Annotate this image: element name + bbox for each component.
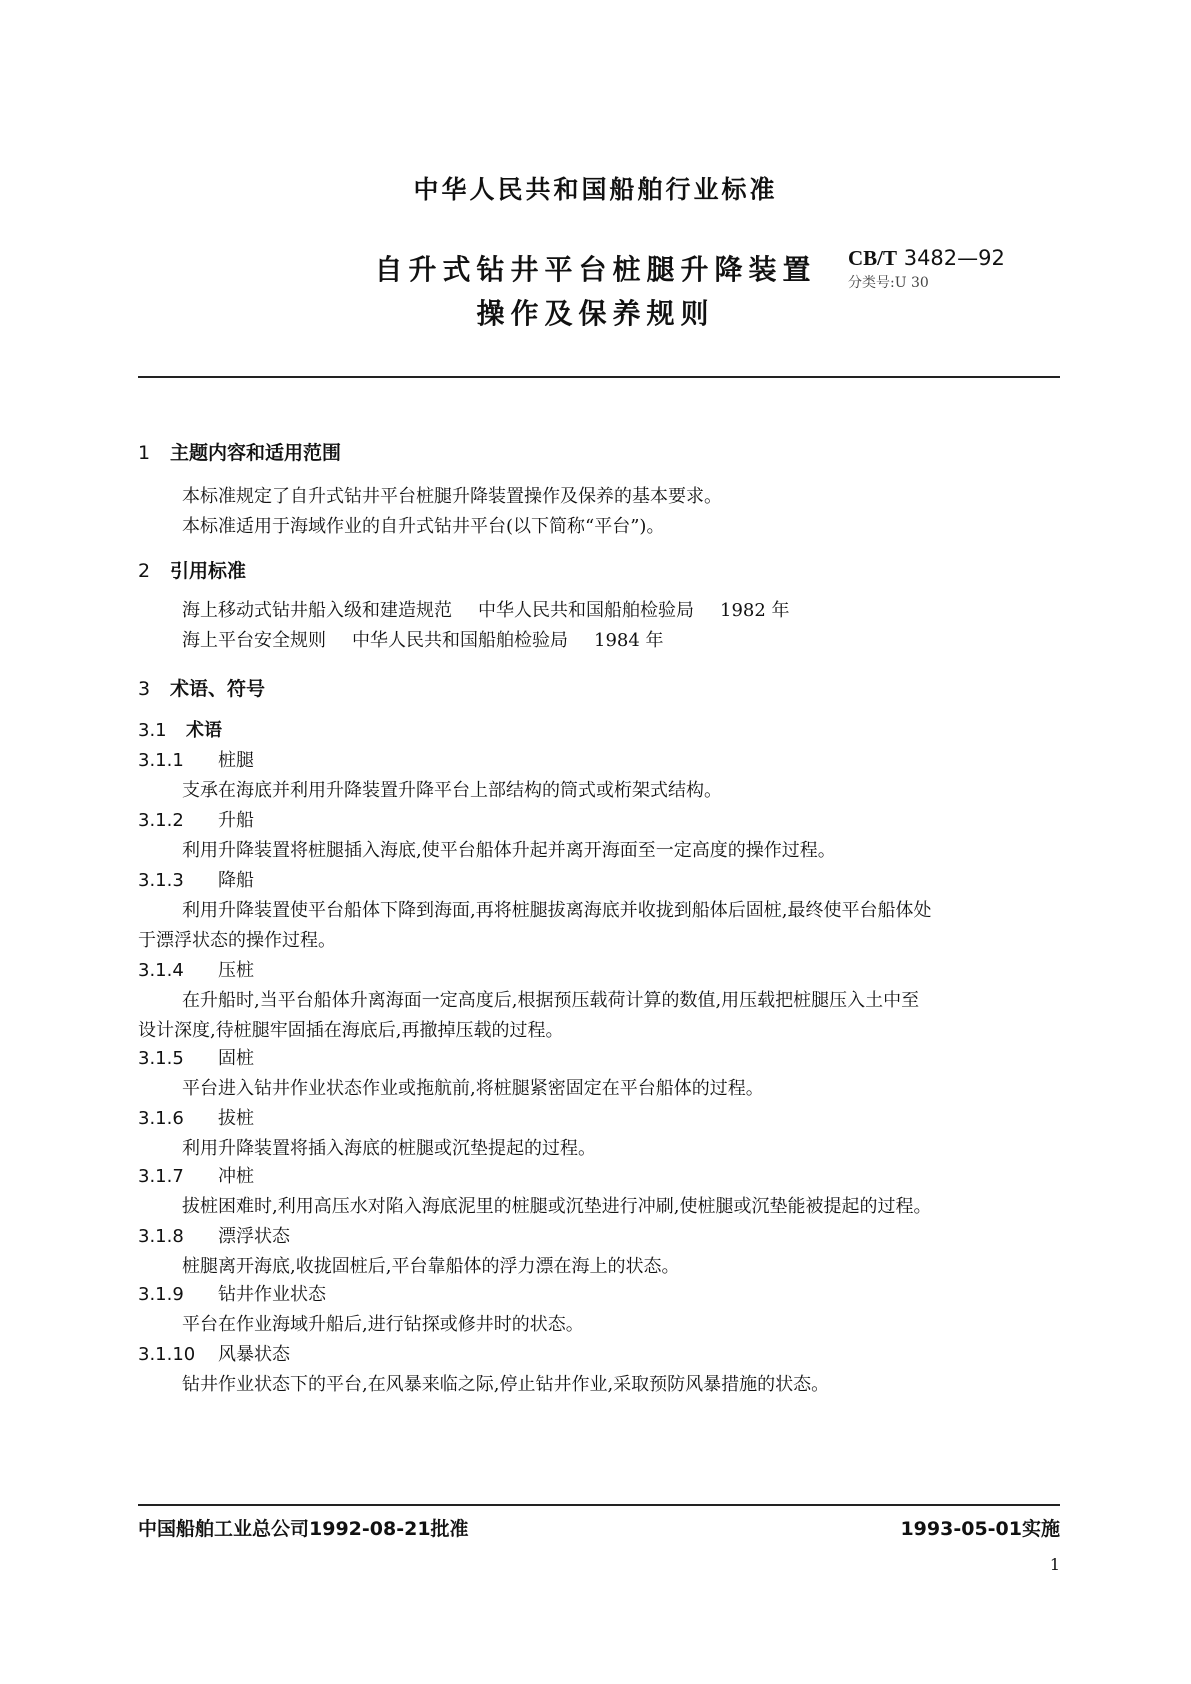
term-number: 3.1.3 (138, 870, 184, 891)
term-name: 钻井作业状态 (218, 1284, 326, 1305)
term-number: 3.1.10 (138, 1344, 196, 1365)
term-definition: 利用升降装置将插入海底的桩腿或沉垫提起的过程。 (182, 1138, 596, 1159)
reference-issuer: 中华人民共和国船舶检验局 (478, 600, 694, 621)
term-name: 固桩 (218, 1048, 254, 1069)
term-definition: 支承在海底并利用升降装置升降平台上部结构的筒式或桁架式结构。 (182, 780, 722, 801)
term-number: 3.1.2 (138, 810, 184, 831)
term-heading (138, 866, 254, 892)
section-number: 3 (138, 678, 151, 700)
effective-date: 1993-05-01实施 (900, 1518, 1060, 1540)
term-definition: 拔桩困难时,利用高压水对陷入海底泥里的桩腿或沉垫进行冲刷,使桩腿或沉垫能被提起的过程。 (182, 1196, 932, 1217)
term-definition: 平台进入钻井作业状态作业或拖航前,将桩腿紧密固定在平台船体的过程。 (182, 1078, 764, 1099)
term-heading (138, 1044, 254, 1070)
term-heading (138, 956, 254, 982)
term-number: 3.1.9 (138, 1284, 184, 1305)
section-title: 引用标准 (170, 560, 247, 582)
subsection-title: 术语 (186, 720, 222, 741)
term-name: 桩腿 (218, 750, 254, 771)
paragraph: 本标准适用于海域作业的自升式钻井平台(以下简称“平台”)。 (182, 516, 665, 537)
code-number: 3482—92 (903, 246, 1005, 270)
header-divider (138, 376, 1060, 378)
section-1-heading (138, 438, 341, 465)
section-number: 2 (138, 560, 151, 582)
footer-divider (138, 1504, 1060, 1506)
term-name: 风暴状态 (218, 1344, 290, 1365)
section-title: 术语、符号 (170, 678, 266, 700)
term-definition: 利用升降装置将桩腿插入海底,使平台船体升起并离开海面至一定高度的操作过程。 (182, 840, 836, 861)
paragraph: 本标准规定了自升式钻井平台桩腿升降装置操作及保养的基本要求。 (182, 486, 722, 507)
reference-name: 海上移动式钻井船入级和建造规范 (182, 600, 452, 621)
term-heading (138, 1104, 254, 1130)
reference-year: 1984 年 (594, 630, 664, 651)
page-number: 1 (1049, 1555, 1060, 1574)
reference-name: 海上平台安全规则 (182, 630, 326, 651)
term-definition-continued: 于漂浮状态的操作过程。 (138, 930, 336, 951)
section-number: 1 (138, 442, 151, 464)
term-number: 3.1.1 (138, 750, 184, 771)
term-name: 降船 (218, 870, 254, 891)
term-definition-continued: 设计深度,待桩腿牢固插在海底后,再撤掉压载的过程。 (138, 1020, 564, 1041)
section-title: 主题内容和适用范围 (170, 442, 342, 464)
term-heading (138, 806, 254, 832)
term-heading (138, 1340, 290, 1366)
code-prefix: CB/T (848, 246, 898, 270)
term-heading (138, 1222, 290, 1248)
term-definition: 利用升降装置使平台船体下降到海面,再将桩腿拔离海底并收拢到船体后固桩,最终使平台船体处 (182, 900, 932, 921)
standard-code (848, 246, 1005, 271)
reference-item (182, 626, 690, 652)
term-heading (138, 746, 254, 772)
term-heading (138, 1280, 326, 1306)
term-number: 3.1.8 (138, 1226, 184, 1247)
doc-title-line1: 自升式钻井平台桩腿升降装置 (374, 253, 817, 286)
term-heading (138, 1162, 254, 1188)
term-number: 3.1.6 (138, 1108, 184, 1129)
term-number: 3.1.7 (138, 1166, 184, 1187)
term-definition: 钻井作业状态下的平台,在风暴来临之际,停止钻井作业,采取预防风暴措施的状态。 (182, 1374, 830, 1395)
subsection-number: 3.1 (138, 720, 167, 741)
org-title: 中华人民共和国船舶行业标准 (413, 175, 778, 204)
term-definition: 桩腿离开海底,收拢固桩后,平台靠船体的浮力漂在海上的状态。 (182, 1256, 680, 1277)
term-name: 拔桩 (218, 1108, 254, 1129)
term-definition: 在升船时,当平台船体升离海面一定高度后,根据预压载荷计算的数值,用压载把桩腿压入土中至 (182, 990, 920, 1011)
term-number: 3.1.5 (138, 1048, 184, 1069)
reference-year: 1982 年 (720, 600, 790, 621)
subsection-3-1-heading (138, 716, 222, 742)
term-definition: 平台在作业海域升船后,进行钻探或修井时的状态。 (182, 1314, 584, 1335)
approval-line: 中国船舶工业总公司1992-08-21批准 (138, 1518, 469, 1540)
term-name: 压桩 (218, 960, 254, 981)
term-name: 漂浮状态 (218, 1226, 290, 1247)
section-3-heading (138, 674, 265, 701)
section-2-heading (138, 556, 246, 583)
term-name: 升船 (218, 810, 254, 831)
term-name: 冲桩 (218, 1166, 254, 1187)
reference-item (182, 596, 816, 622)
term-number: 3.1.4 (138, 960, 184, 981)
doc-title-line2: 操作及保养规则 (476, 297, 715, 330)
classification-number: 分类号:U 30 (848, 275, 929, 291)
reference-issuer: 中华人民共和国船舶检验局 (352, 630, 568, 651)
